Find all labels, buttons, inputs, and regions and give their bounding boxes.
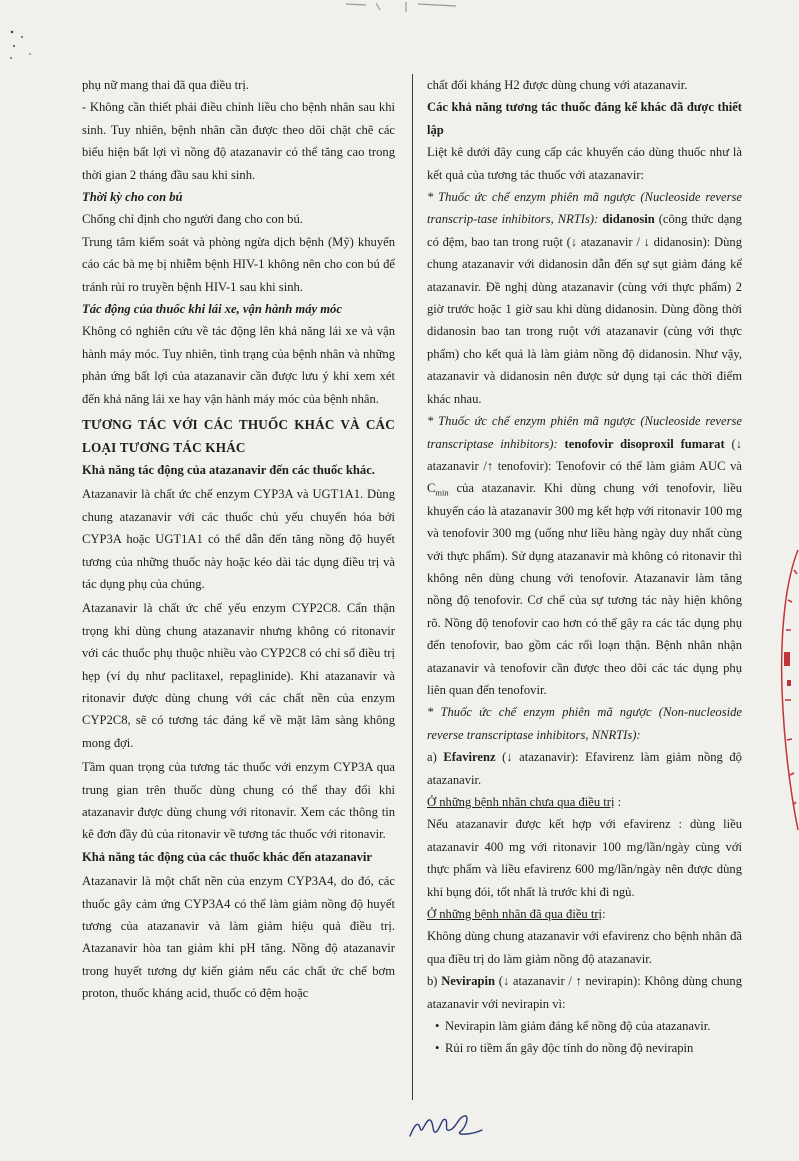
paragraph: Liệt kê dưới đây cung cấp các khuyến cáo dùng thuốc như là kết quả của tương tác thuốc với atazanavir:: [427, 145, 742, 182]
drug-class-label-nnrti: * Thuốc ức chế enzym phiên mã ngược (Non-nucleoside reverse transcriptase inhibitors, NNRTIs):: [427, 705, 742, 742]
red-stamp-fragment: [772, 540, 799, 840]
drug-name: didanosin: [602, 212, 655, 227]
drug-text: của atazanavir. Khi dùng chung với tenofovir, liều khuyến cáo là atazanavir 300 mg kết hợp với ritonavir 100 mg và tenofovir 300 mg (uống như liều hàng ngày duy nhất cùng với thực phẩm). Sử dụng atazanavir mà không có ritonavir thì không nên dùng chung với tenofovir. Atazanavir làm tăng nồng độ tenofovir. Cơ chế của sự tương tác này hiện không rõ. Nồng độ tenofovir cao hơn có thể gây ra các tác dụng phụ đến tenofovir, bao gồm các rối loạn thận. Bệnh nhân nhận atazanavir và tenofovir cần được theo dõi các tác dụng phụ liên quan đến tenofovir.: [427, 481, 742, 697]
drug-text: (công thức dạng có đệm, bao tan trong ruột (↓ atazanavir / ↓ didanosin): Dùng chung atazanavir với didanosin dẫn đến sự sụt giảm đáng kể atazanavir. Đề nghị dùng atazanavir (cùng với thực phẩm) 2 giờ trước hoặc 1 giờ sau khi dùng didanosin. Dùng đồng thời didanosin bao tan trong ruột với atazanavir (cùng với thực phẩm) cho kết quả là làm giảm nồng độ didanosin. Như vậy, atazanavir và didanosin nên được sử dụng tại các thời điểm khác nhau.: [427, 212, 742, 406]
drug-class-label: * Thuốc ức chế enzym phiên mã ngược (Nucleoside reverse transcrip-tase inhibitors, NRTIs):: [427, 190, 742, 227]
paragraph: Atazanavir là chất ức chế yếu enzym CYP2C8. Cẩn thận trọng khi dùng chung atazanavir nhưng không có ritonavir với các thuốc phụ thuộc nhiều vào CYP2C8 có chỉ số điều trị hẹp (ví dụ như paclitaxel, repaglinide). Khi atazanavir và ritonavir được dùng chung với các chất nền của enzym CYP2C8, sẽ có tương tác đáng kể về mặt lâm sàng không mong đợi.: [82, 601, 395, 750]
subheading-other-interactions: Các khả năng tương tác thuốc đáng kể khác đã được thiết lập: [427, 100, 742, 137]
paragraph: - Không cần thiết phải điều chỉnh liều cho bệnh nhân sau khi sinh. Tuy nhiên, bệnh nhân cần được theo dõi chặt chẽ các biểu hiện bất lợi vì nồng độ atazanavir có thể tăng cao trong thời gian 2 tháng đầu sau khi sinh.: [82, 100, 395, 182]
subheading-effect-on-others: Khả năng tác động của atazanavir đến các thuốc khác.: [82, 462, 375, 477]
paragraph: Nếu atazanavir được kết hợp với efavirenz : dùng liều atazanavir 400 mg với ritonavir 100 mg/lần/ngày cùng với thực phẩm và liều efavirenz 600 mg/lần/ngày nên được dùng khi bụng đói, tốt nhất là trước khi đi ngủ.: [427, 817, 742, 899]
paragraph: Trung tâm kiểm soát và phòng ngừa dịch bệnh (Mỹ) khuyến cáo các bà mẹ bị nhiễm bệnh HIV-1 không nên cho con bú để tránh rủi ro truyền bệnh HIV-1 sau khi sinh.: [82, 234, 395, 294]
bullet-list: [427, 1015, 742, 1060]
section-heading-breastfeeding: Thời kỳ cho con bú: [82, 190, 183, 205]
nevirapin-entry: [427, 970, 742, 1015]
section-heading-driving: Tác động của thuốc khi lái xe, vận hành máy móc: [82, 302, 342, 317]
drug-text: (↓ atazanavir / ↑ nevirapin): Không dùng chung atazanavir với nevirapin vì:: [427, 974, 743, 1011]
drug-name: Nevirapin: [441, 974, 496, 989]
drug-text: (↓ atazanavir): Efavirenz làm giảm nồng độ atazanavir.: [427, 750, 742, 787]
paragraph: Không dùng chung atazanavir với efavirenz cho bệnh nhân đã qua điều trị do làm giảm nồng độ atazanavir.: [427, 929, 742, 966]
section-heading-interactions: TƯƠNG TÁC VỚI CÁC THUỐC KHÁC VÀ CÁC LOẠI TƯƠNG TÁC KHÁC: [82, 417, 395, 455]
underlined-heading: Ở những bệnh nhân đã qua điều trị: [427, 907, 603, 922]
list-prefix: b): [427, 974, 438, 989]
handwritten-signature: [408, 1106, 488, 1146]
drug-name: Efavirenz: [443, 750, 496, 765]
paragraph: chất đối kháng H2 được dùng chung với atazanavir.: [427, 78, 688, 92]
list-prefix: a): [427, 750, 437, 765]
column-divider: [412, 74, 413, 1100]
nrti-tenofovir-entry: [427, 410, 742, 701]
paragraph: Không có nghiên cứu về tác động lên khả năng lái xe và vận hành máy móc. Tuy nhiên, tình trạng của bệnh nhân và những phản ứng bất lợi của atazanavir cần được lưu ý khi xem xét đến khả năng lái xe hay vận hành máy móc của bệnh nhân.: [82, 324, 395, 406]
paragraph: Tầm quan trọng của tương tác thuốc với enzym CYP3A qua trung gian trên thuốc dùng chung có thể thay đổi khi atazanavir được dùng chung với ritonavir. Xem các thông tin kê đơn đầy đủ của ritonavir về tương tác thuốc với ritonavir.: [82, 760, 395, 842]
drug-text: (↓ atazanavir /↑ tenofovir): Tenofovir có thể làm giảm AUC và C: [427, 436, 742, 496]
scan-top-mark: [336, 0, 476, 14]
paragraph: phụ nữ mang thai đã qua điều trị.: [82, 78, 250, 92]
subscript: min: [435, 487, 449, 498]
experienced-patients-heading: [427, 903, 742, 925]
heading-colon: :: [602, 907, 606, 922]
list-item: • Rủi ro tiềm ẩn gây độc tính do nồng độ nevirapin: [437, 1037, 742, 1059]
list-item: • Nevirapin làm giảm đáng kể nồng độ của atazanavir.: [437, 1015, 742, 1037]
paragraph: Chống chỉ định cho người đang cho con bú.: [82, 212, 303, 227]
drug-name: tenofovir disoproxil fumarat: [564, 436, 725, 451]
naive-patients-heading: [427, 791, 742, 813]
right-column: [427, 74, 742, 1060]
heading-colon: :: [614, 795, 622, 809]
paragraph: Atazanavir là một chất nền của enzym CYP3A4, do đó, các thuốc gây cảm ứng CYP3A4 có thể làm giảm nồng độ huyết tương của atazanavir và làm giảm hiệu quả điều trị. Atazanavir hòa tan giảm khi pH tăng. Nồng độ atazanavir trong huyết tương dự kiến giảm nếu các chất ức chế bơm proton, thuốc kháng acid, thuốc có đệm hoặc: [82, 874, 395, 1001]
subheading-effect-of-others: Khả năng tác động của các thuốc khác đến atazanavir: [82, 849, 373, 864]
nrti-didanosin-entry: [427, 186, 742, 410]
scan-specks: [8, 28, 58, 68]
underlined-heading: Ở những bệnh nhân chưa qua điều trị: [427, 795, 615, 809]
efavirenz-entry: [427, 746, 742, 791]
paragraph: Atazanavir là chất ức chế enzym CYP3A và UGT1A1. Dùng chung atazanavir với các thuốc chủ yếu chuyển hóa bởi CYP3A hoặc UGT1A1 có thể dẫn đến tăng nồng độ huyết tương của những thuốc này hoặc kéo dài tác dụng điều trị và tác dụng phụ của chúng.: [82, 487, 395, 591]
drug-class-label: * Thuốc ức chế enzym phiên mã ngược (Nucleoside reverse transcriptase inhibitors):: [427, 414, 742, 451]
left-column: [82, 74, 395, 1005]
